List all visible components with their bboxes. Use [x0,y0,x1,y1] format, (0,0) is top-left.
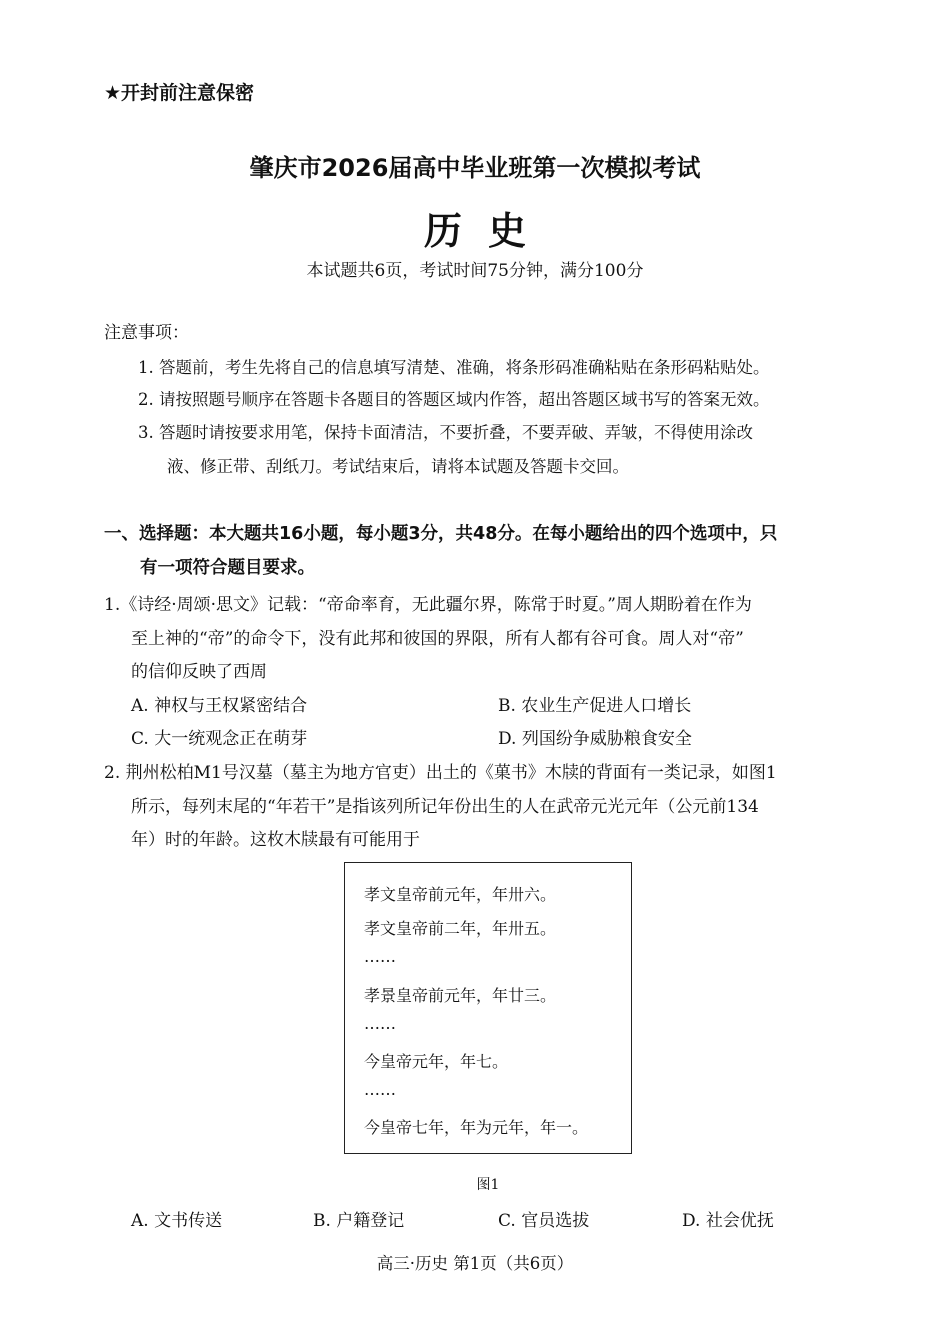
question-1-text: 1.《诗经·周颂·思文》记载：“帝命率育，无此疆尔界，陈常于时夏。”周人期盼着在作为 [104,595,752,615]
figure-line: …… [364,1014,396,1033]
question-1-option-b: B. 农业生产促进人口增长 [498,696,692,716]
question-2-option-a: A. 文书传送 [131,1211,223,1231]
question-1-text: 的信仰反映了西周 [131,662,267,682]
question-1-text: 至上神的“帝”的命令下，没有此邦和彼国的界限，所有人都有谷可食。周人对“帝” [131,629,744,649]
figure-line: 孝文皇帝前二年，年卅五。 [364,919,557,938]
figure-line: 孝景皇帝前元年，年廿三。 [364,986,557,1005]
confidential-notice: ★开封前注意保密 [104,82,255,104]
section-heading: 一、选择题：本大题共16小题，每小题3分，共48分。在每小题给出的四个选项中，只 [104,524,778,544]
notice-item: 2. 请按照题号顺序在答题卡各题目的答题区域内作答，超出答题区域书写的答案无效。 [138,390,770,409]
figure-line: 今皇帝七年，年为元年，年一。 [364,1118,589,1137]
question-1-option-d: D. 列国纷争威胁粮食安全 [498,729,692,749]
notice-item-continuation: 液、修正带、刮纸刀。考试结束后，请将本试题及答题卡交回。 [167,457,629,476]
figure-line: 今皇帝元年，年七。 [364,1052,509,1071]
question-2-option-c: C. 官员选拔 [498,1211,590,1231]
subject-title: 历史 [423,208,552,253]
question-2-text: 年）时的年龄。这枚木牍最有可能用于 [131,830,420,850]
question-1-option-c: C. 大一统观念正在萌芽 [131,729,308,749]
page-footer: 高三·历史 第1页（共6页） [376,1254,574,1273]
question-2-option-b: B. 户籍登记 [313,1211,405,1231]
section-heading-continuation: 有一项符合题目要求。 [140,558,315,578]
exam-title: 肇庆市2026届高中毕业班第一次模拟考试 [249,154,701,182]
figure-caption: 图1 [476,1177,500,1193]
exam-info: 本试题共6页，考试时间75分钟，满分100分 [306,261,644,281]
figure-line: …… [364,1080,396,1099]
notice-item: 1. 答题前，考生先将自己的信息填写清楚、准确，将条形码准确粘贴在条形码粘贴处。 [138,358,770,377]
figure-1-box [344,862,632,1154]
figure-line: 孝文皇帝前元年，年卅六。 [364,885,557,904]
figure-line: …… [364,947,396,966]
notice-title: 注意事项： [104,323,189,343]
question-2-option-d: D. 社会优抚 [682,1211,774,1231]
question-2-text: 2. 荆州松柏M1号汉墓（墓主为地方官吏）出土的《菓书》木牍的背面有一类记录，如图1 [104,763,777,783]
question-1-option-a: A. 神权与王权紧密结合 [131,696,308,716]
notice-item: 3. 答题时请按要求用笔，保持卡面清洁，不要折叠，不要弄破、弄皱，不得使用涂改 [138,423,753,442]
question-2-text: 所示，每列末尾的“年若干”是指该列所记年份出生的人在武帝元光元年（公元前134 [131,797,759,817]
